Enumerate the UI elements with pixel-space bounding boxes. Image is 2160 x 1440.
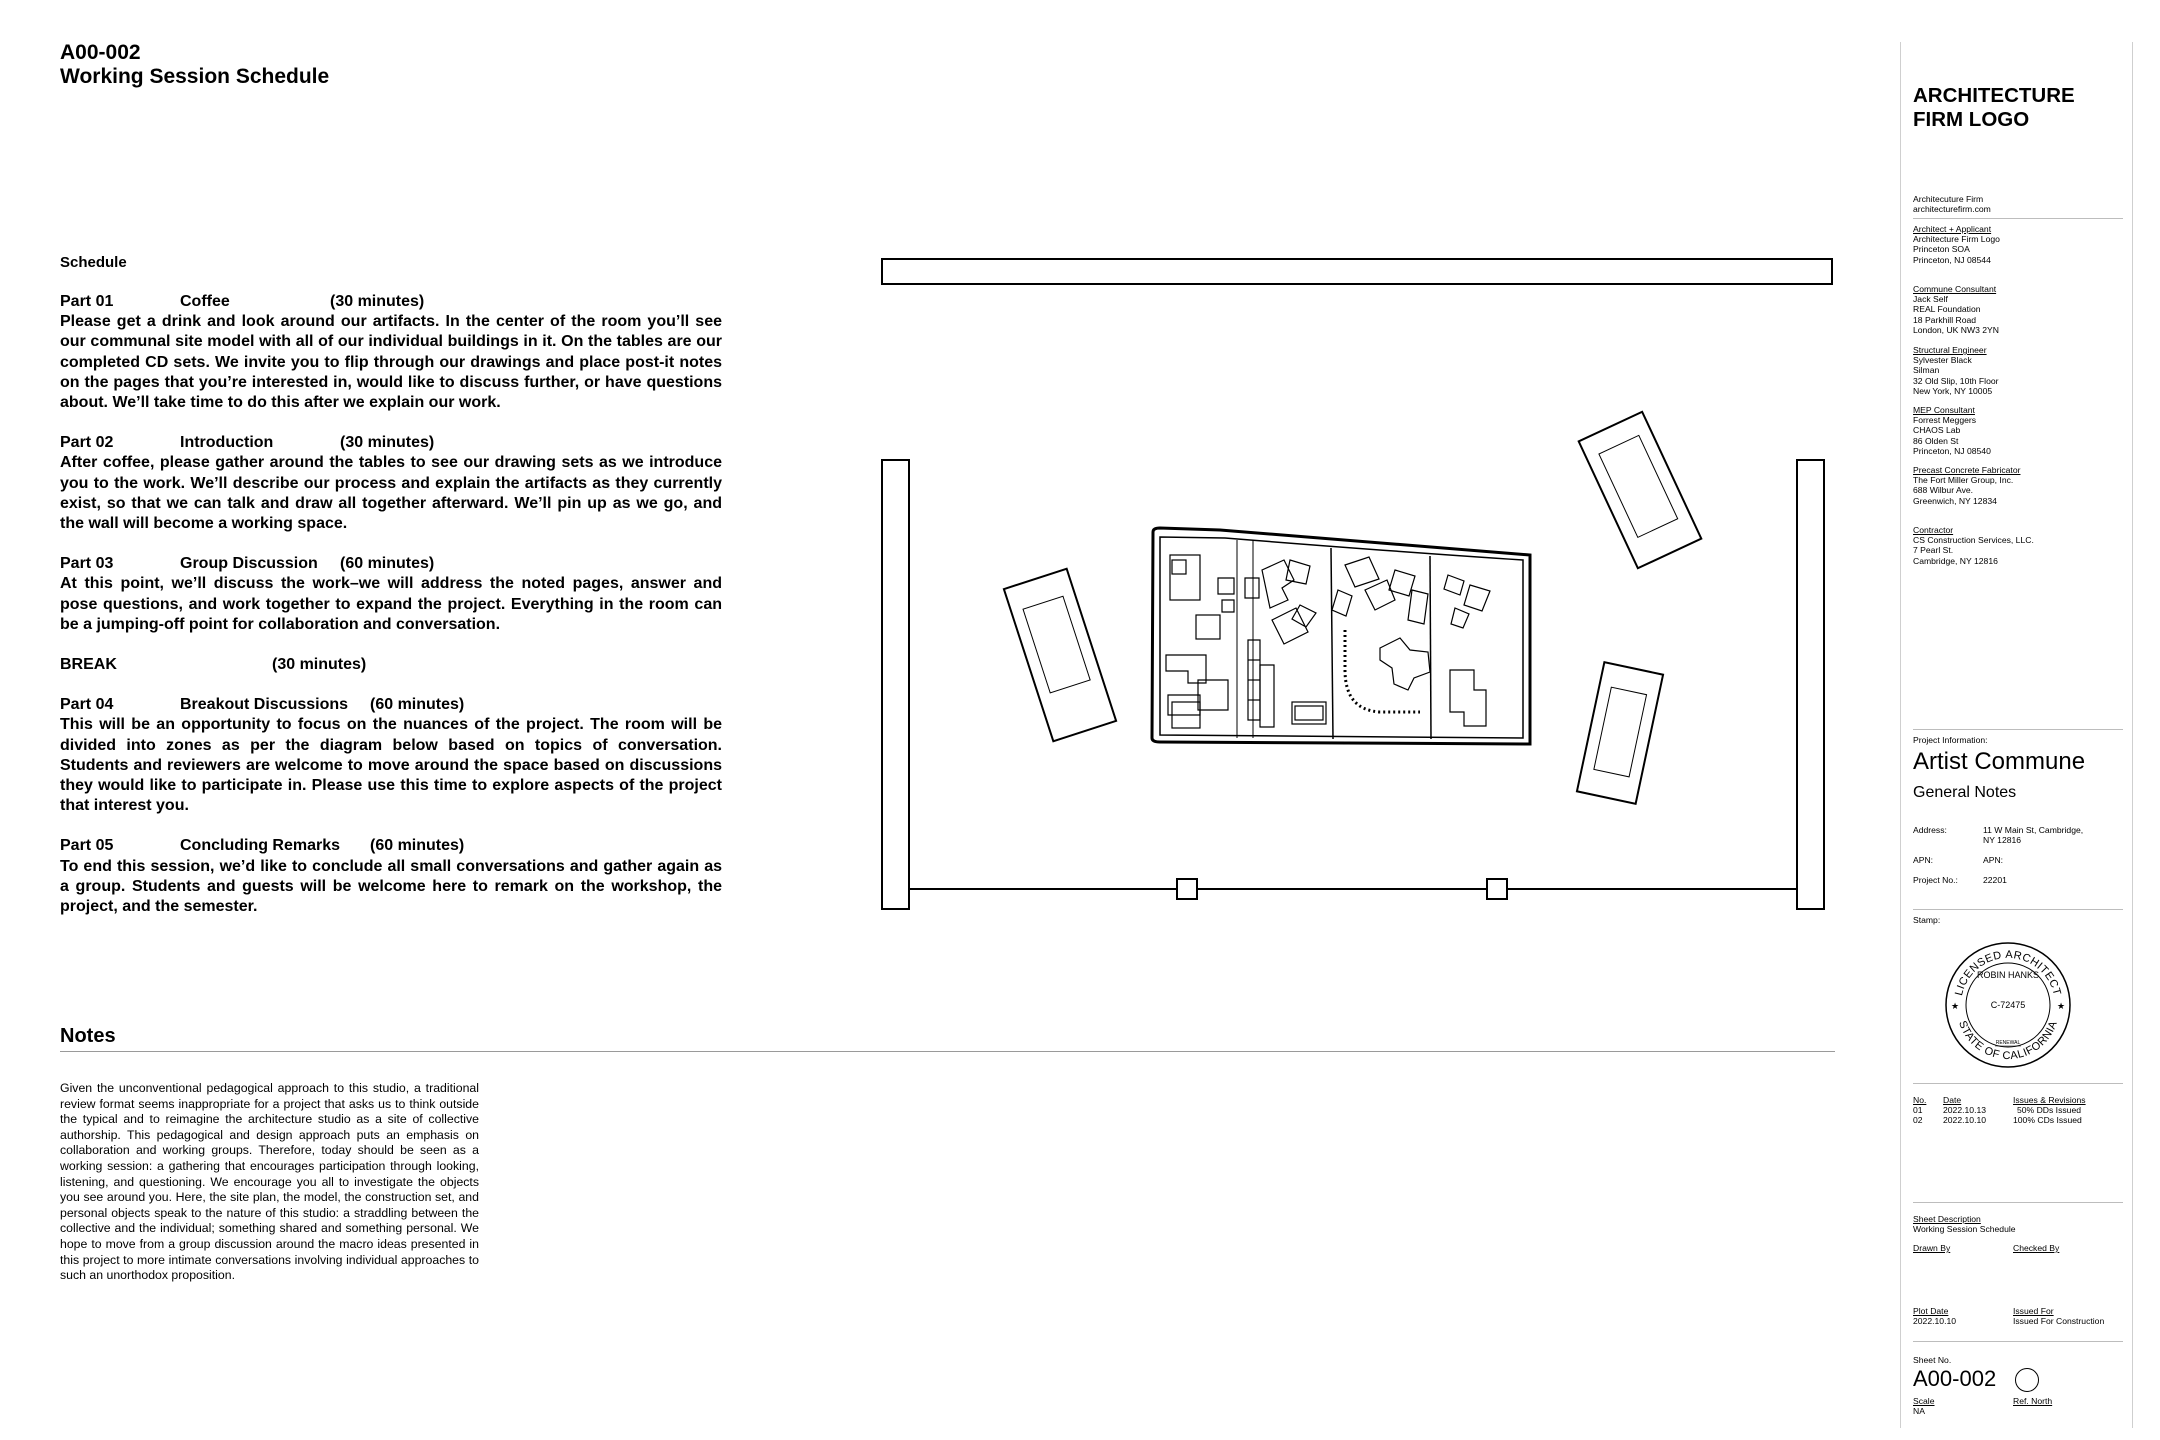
- plot-issued: [1913, 1306, 2123, 1326]
- stamp-number: C-72475: [1990, 1000, 2026, 1010]
- schedule-heading: Schedule: [60, 254, 127, 271]
- divider: [1913, 909, 2123, 910]
- scale-north: [1913, 1396, 2123, 1416]
- project-no-label: Project No.:: [1913, 875, 1958, 885]
- contact-block: [1913, 345, 2123, 396]
- table-row: [1913, 1115, 2123, 1125]
- column-left: [1177, 879, 1197, 899]
- ref-north-label: Ref. North: [2013, 1396, 2053, 1406]
- title-block-left-border: [1900, 42, 1901, 1428]
- schedule-part: [60, 554, 722, 635]
- sheet-description: [1913, 1214, 2123, 1234]
- contact-role: MEP Consultant: [1913, 405, 1975, 415]
- project-no-value: 22201: [1983, 875, 2007, 885]
- rev-no: 02: [1913, 1115, 1923, 1126]
- part-duration: (60 minutes): [370, 837, 465, 855]
- project-name: Artist Commune: [1913, 748, 2086, 775]
- project-info-label: Project Information:: [1913, 735, 1988, 745]
- part-title: Group Discussion: [180, 555, 318, 573]
- contact-block: [1913, 284, 2123, 335]
- stamp-top-text: LICENSED ARCHITECT: [1953, 948, 2063, 997]
- schedule-part: [60, 292, 722, 413]
- sheet-no-label: Sheet No.: [1913, 1355, 1952, 1365]
- project-subtitle: General Notes: [1913, 784, 2017, 801]
- address-label: Address:: [1913, 825, 1947, 835]
- part-number: Part 01: [60, 293, 114, 310]
- contact-role: Structural Engineer: [1913, 345, 1987, 355]
- contact-line: Architecture Firm Logo: [1913, 234, 2000, 245]
- schedule-part: [60, 695, 722, 816]
- part-number: Part 02: [60, 434, 114, 452]
- star-icon: ★: [1951, 1001, 1960, 1011]
- contact-line: Sylvester Black: [1913, 355, 1972, 366]
- stamp-bottom-text: STATE OF CALIFORNIA: [1956, 1019, 2060, 1063]
- rev-date: 2022.10.10: [1943, 1115, 1987, 1126]
- sheet-number: A00-002: [60, 41, 141, 64]
- schedule-list: [60, 292, 722, 937]
- schedule-part: [60, 433, 722, 534]
- contact-role: Architect + Applicant: [1913, 224, 1992, 234]
- sheet-description-label: Sheet Description: [1913, 1214, 1981, 1224]
- rev-no: 01: [1913, 1105, 1923, 1116]
- sheet-title: Working Session Schedule: [60, 65, 330, 88]
- rev-date: 2022.10.13: [1943, 1105, 1987, 1116]
- part-title: Coffee: [180, 293, 230, 310]
- contact-block: [1913, 405, 2123, 456]
- contact-role: Precast Concrete Fabricator: [1913, 465, 2021, 475]
- contact-line: 688 Wilbur Ave.: [1913, 485, 1974, 496]
- part-number: Part 03: [60, 555, 114, 573]
- contact-role: Commune Consultant: [1913, 284, 1997, 294]
- checked-by-label: Checked By: [2013, 1243, 2060, 1253]
- schedule-part: [60, 655, 722, 675]
- title-block-right-border: [2132, 42, 2133, 1428]
- contact-block: [1913, 525, 2123, 566]
- revisions-table: [1913, 1095, 2123, 1126]
- divider: [1913, 1341, 2123, 1342]
- stamp-label: Stamp:: [1913, 915, 1941, 925]
- contact-line: London, UK NW3 2YN: [1913, 324, 1999, 335]
- contact-line: Cambridge, NY 12816: [1913, 555, 1998, 566]
- issued-for-value: Issued For Construction: [2013, 1316, 2105, 1327]
- part-title: Introduction: [180, 434, 274, 452]
- contact-line: CS Construction Services, LLC.: [1913, 535, 2034, 546]
- star-icon: ★: [2057, 1001, 2066, 1011]
- scale-label: Scale: [1913, 1396, 1935, 1406]
- firm-website: architecturefirm.com: [1913, 204, 1991, 215]
- project-details: [1913, 825, 2123, 885]
- contact-block: [1913, 224, 2123, 265]
- part-number: Part 05: [60, 837, 114, 855]
- plot-date-value: 2022.10.10: [1913, 1316, 1957, 1327]
- contact-line: Princeton SOA: [1913, 244, 1970, 255]
- divider: [1913, 729, 2123, 730]
- sheet-no-value: A00-002: [1913, 1366, 1997, 1391]
- part-duration: (60 minutes): [340, 555, 435, 573]
- north-arrow-icon: [2015, 1368, 2039, 1392]
- firm-logo: ARCHITECTURE FIRM LOGO: [1913, 84, 2075, 131]
- plot-date-label: Plot Date: [1913, 1306, 1949, 1316]
- part-number: Part 04: [60, 696, 114, 714]
- part-body: At this point, we’ll discuss the work–we will address the noted pages, answer and pose questions, and work together to expand the project. Everything in the room can be a jumping-off point for collaboration and conversation.: [60, 575, 722, 633]
- contact-line: 7 Pearl St.: [1913, 545, 1954, 556]
- drawn-checked: [1913, 1243, 2123, 1253]
- contact-line: Silman: [1913, 365, 1940, 376]
- part-title: Breakout Discussions: [180, 696, 349, 714]
- firm-name: Architecuture Firm: [1913, 194, 1984, 204]
- contact-line: CHAOS Lab: [1913, 425, 1961, 436]
- address-value: 11 W Main St, Cambridge, NY 12816: [1983, 825, 2084, 846]
- site-model: [1152, 528, 1530, 744]
- contact-line: 86 Olden St: [1913, 435, 1959, 446]
- rev-desc: 100% CDs Issued: [2013, 1115, 2082, 1126]
- part-body: This will be an opportunity to focus on the nuances of the project. The room will be divided into zones as per the diagram below based on topics of conversation. Students and reviewers are welcome to move around the space based on discussions they would like to participate in. Please use this time to explore aspects of the project that interest you.: [60, 716, 722, 815]
- firm-info: [1913, 194, 2123, 214]
- notes-heading: Notes: [60, 1025, 116, 1047]
- scale-value: NA: [1913, 1406, 1925, 1417]
- drawn-by-label: Drawn By: [1913, 1243, 1951, 1253]
- rev-header: Issues & Revisions: [2013, 1095, 2086, 1105]
- rev-header: Date: [1943, 1095, 1962, 1105]
- contact-line: Greenwich, NY 12834: [1913, 495, 1997, 506]
- contact-line: REAL Foundation: [1913, 304, 1981, 315]
- notes-divider: [60, 1051, 1835, 1052]
- part-body: To end this session, we’d like to conclude all small conversations and gather again as a group. Students and guests will be welcome here to remark on the workshop, the project, and the semester.: [60, 857, 722, 916]
- contact-role: Contractor: [1913, 525, 1954, 535]
- part-number: BREAK: [60, 656, 117, 674]
- part-body: After coffee, please gather around the tables to see our drawing sets as we introduce you to the work. We’ll describe our process and explain the artifacts as they currently exist, so that we can talk and draw all together afterward. We’ll pin up as we go, and the wall will become a working space.: [60, 454, 722, 533]
- architect-stamp: [1943, 940, 2073, 1070]
- part-duration: (30 minutes): [330, 293, 425, 310]
- drawing-table-top-right: [1579, 412, 1702, 568]
- contact-line: Princeton, NJ 08540: [1913, 445, 1991, 456]
- schedule-part: [60, 836, 722, 917]
- part-title: Concluding Remarks: [180, 837, 341, 855]
- rev-header: No.: [1913, 1095, 1927, 1105]
- apn-label: APN:: [1913, 855, 1934, 865]
- sheet-description-value: Working Session Schedule: [1913, 1224, 2016, 1235]
- contact-line: Jack Self: [1913, 294, 1948, 305]
- column-right: [1487, 879, 1507, 899]
- part-body: Please get a drink and look around our artifacts. In the center of the room you’ll see our communal site model with all of our individual buildings in it. On the tables are our completed CD sets. We invite you to flip through our drawings and place post-it notes on the pages that you’re interested in, would like to discuss further, or have questions about. We’ll take time to do this after we explain our work.: [60, 313, 722, 412]
- contact-line: 18 Parkhill Road: [1913, 314, 1977, 325]
- contact-line: Forrest Meggers: [1913, 415, 1977, 426]
- wall-post-right: [1797, 460, 1824, 909]
- part-duration: (60 minutes): [370, 696, 465, 714]
- wall-pinup-top: [882, 259, 1832, 284]
- divider: [1913, 1202, 2123, 1203]
- contact-line: New York, NY 10005: [1913, 385, 1993, 396]
- part-duration: (30 minutes): [340, 434, 435, 452]
- part-duration: (30 minutes): [272, 656, 367, 674]
- drawing-table-left: [1004, 569, 1116, 742]
- table-row: [1913, 1105, 2123, 1115]
- contact-line: 32 Old Slip, 10th Floor: [1913, 375, 1999, 386]
- divider: [1913, 218, 2123, 219]
- apn-value: APN:: [1983, 855, 2004, 865]
- contact-line: The Fort Miller Group, Inc.: [1913, 475, 2014, 486]
- divider: [1913, 1083, 2123, 1084]
- stamp-name: ROBIN HANKS: [1976, 970, 2040, 980]
- rev-desc: 50% DDs Issued: [2017, 1105, 2082, 1116]
- notes-body: Given the unconventional pedagogical approach to this studio, a traditional review format seems inappropriate for a project that asks us to think outside the typical and to reimagine the architecture studio as a site of collective authorship. This pedagogical and design approach puts an emphasis on collaboration and working groups. Therefore, today should be seen as a working session: a gathering that encourages participation through looking, listening, and questioning. We encourage you all to investigate the objects you see around you. Here, the site plan, the model, the construction set, and personal objects speak to the nature of this studio: a straddling between the collective and the individual; something shared and something personal. We hope to move from a group discussion around the macro ideas presented in this project to more intimate conversations involving individual approaches to such an unorthodox proposition.: [60, 1081, 479, 1283]
- issued-for-label: Issued For: [2013, 1306, 2054, 1316]
- contact-block: [1913, 465, 2123, 506]
- drawing-table-bottom-right: [1577, 662, 1663, 804]
- stamp-renewal: RENEWAL: [1995, 1040, 2021, 1046]
- wall-post-left: [882, 460, 909, 909]
- contact-line: Princeton, NJ 08544: [1913, 254, 1991, 265]
